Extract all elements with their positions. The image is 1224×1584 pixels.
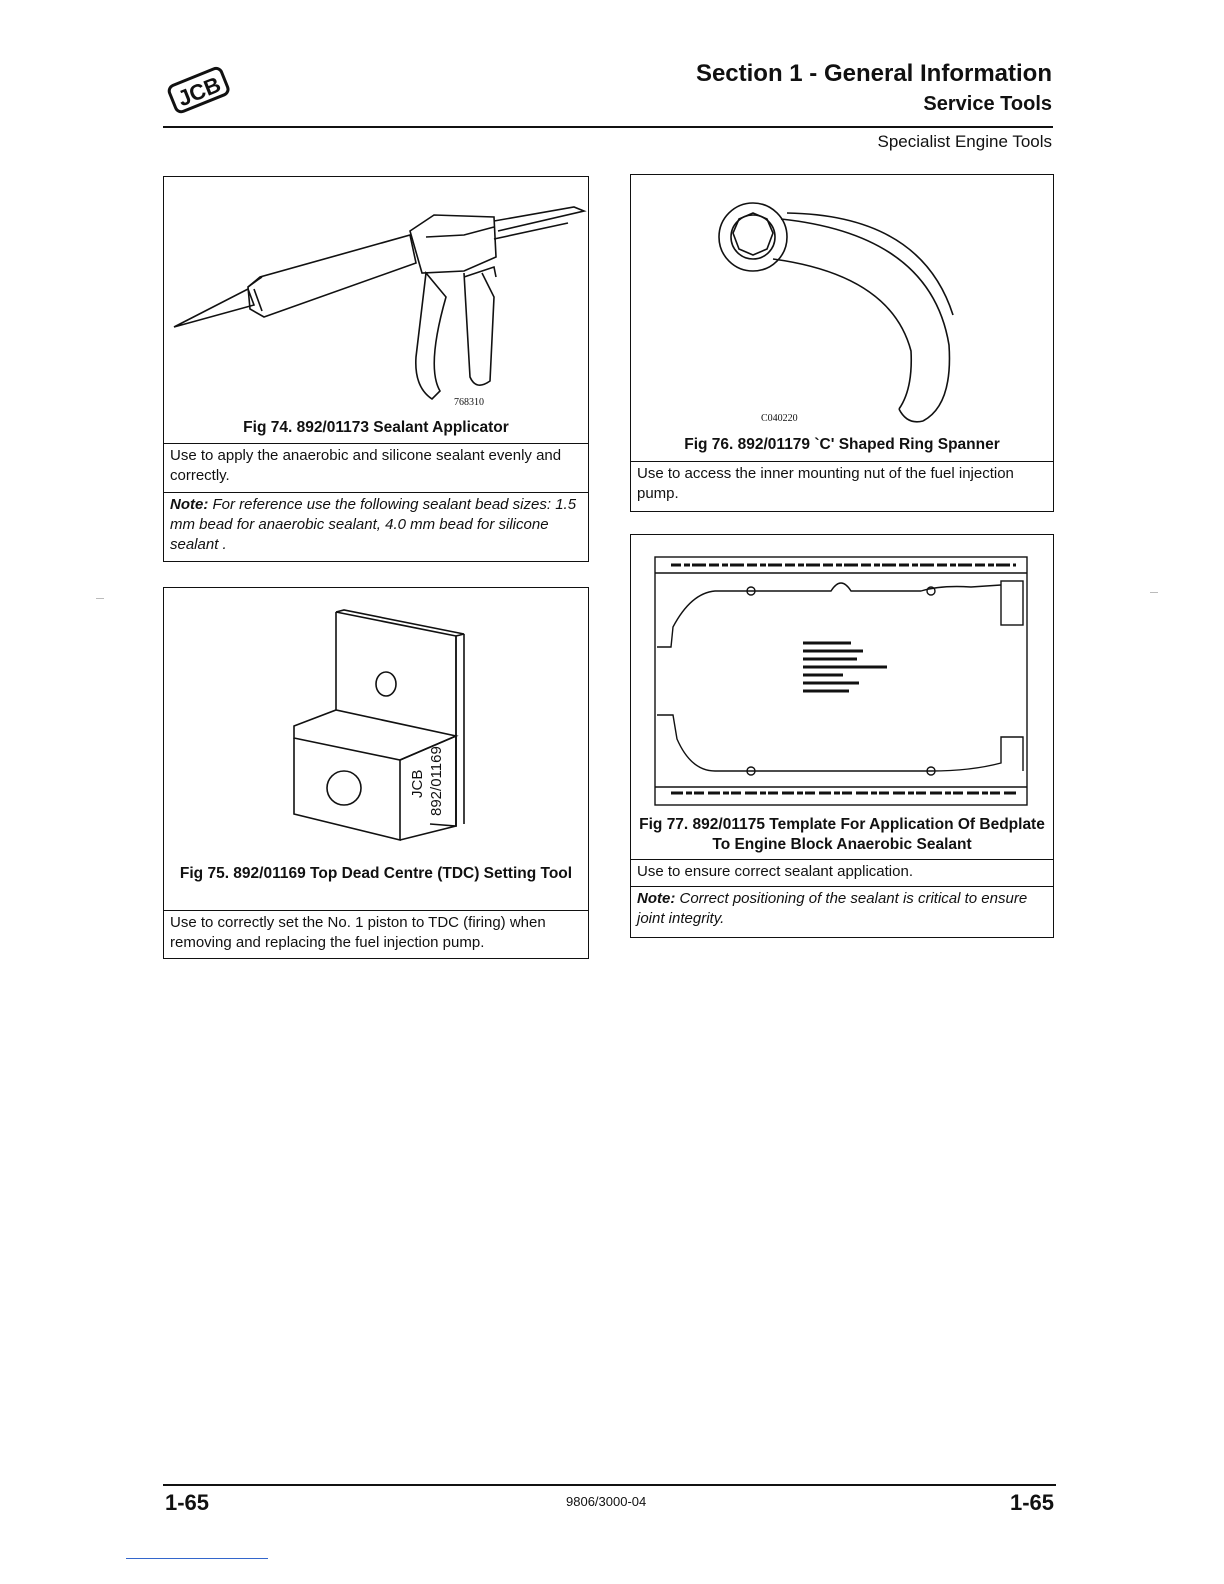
figure-74-caption: Fig 74. 892/01173 Sealant Applicator — [243, 419, 509, 436]
figure-75-usage: Use to correctly set the No. 1 piston to TDC (firing) when removing and replacing the fuel injection pump. — [164, 910, 588, 958]
section-title: Section 1 - General Information — [695, 60, 1052, 87]
scan-mark — [96, 598, 104, 599]
figure-77-note-label: Note: — [637, 890, 676, 907]
figure-75-caption: Fig 75. 892/01169 Top Dead Centre (TDC) Setting Tool — [179, 865, 573, 882]
header-rule — [163, 126, 1053, 128]
figure-75-panel — [163, 587, 589, 959]
figure-76-image-code: C040220 — [761, 413, 798, 424]
bedplate-template-image — [631, 535, 1053, 811]
page-number-right: 1-65 — [1010, 1490, 1055, 1515]
tdc-setting-tool-image — [164, 588, 588, 858]
figure-77-caption: Fig 77. 892/01175 Template For Application Of Bedplate To Engine Block Anaerobic Sealant — [639, 816, 1045, 853]
tool-marking-part-number: 892/01169 — [428, 746, 445, 816]
figure-74-note-text: For reference use the following sealant bead sizes: 1.5 mm bead for anaerobic sealant, 4.0 mm bead for silicone sealant . — [170, 496, 577, 553]
figure-76-caption: Fig 76. 892/01179 `C' Shaped Ring Spanner — [684, 436, 1000, 453]
figure-77-usage: Use to ensure correct sealant application. — [631, 859, 1053, 885]
figure-74-note-label: Note: — [170, 496, 209, 513]
c-shaped-ring-spanner-image — [631, 175, 1053, 425]
figure-74-usage: Use to apply the anaerobic and silicone sealant evenly and correctly. — [164, 443, 588, 492]
figure-76-panel — [630, 174, 1054, 512]
document-code: 9806/3000-04 — [566, 1494, 647, 1509]
jcb-logo — [163, 60, 235, 122]
logo-text: JCB — [174, 71, 225, 112]
figure-74-image-code: 768310 — [454, 397, 484, 408]
topic-heading: Specialist Engine Tools — [877, 132, 1052, 151]
figure-77-note — [631, 886, 1053, 936]
figure-77-note-text: Correct positioning of the sealant is critical to ensure joint integrity. — [637, 890, 1028, 927]
figure-74-note — [164, 492, 588, 562]
sealant-applicator-image — [164, 177, 588, 417]
figure-77-panel — [630, 534, 1054, 938]
subsection-title: Service Tools — [923, 93, 1052, 115]
bottom-link-underline — [126, 1558, 268, 1559]
page-number-left: 1-65 — [165, 1490, 210, 1515]
figure-76-usage: Use to access the inner mounting nut of the fuel injection pump. — [631, 461, 1053, 509]
tool-marking-jcb: JCB — [409, 769, 426, 798]
footer-rule — [163, 1484, 1056, 1486]
figure-74-panel — [163, 176, 589, 562]
scan-mark — [1150, 592, 1158, 593]
